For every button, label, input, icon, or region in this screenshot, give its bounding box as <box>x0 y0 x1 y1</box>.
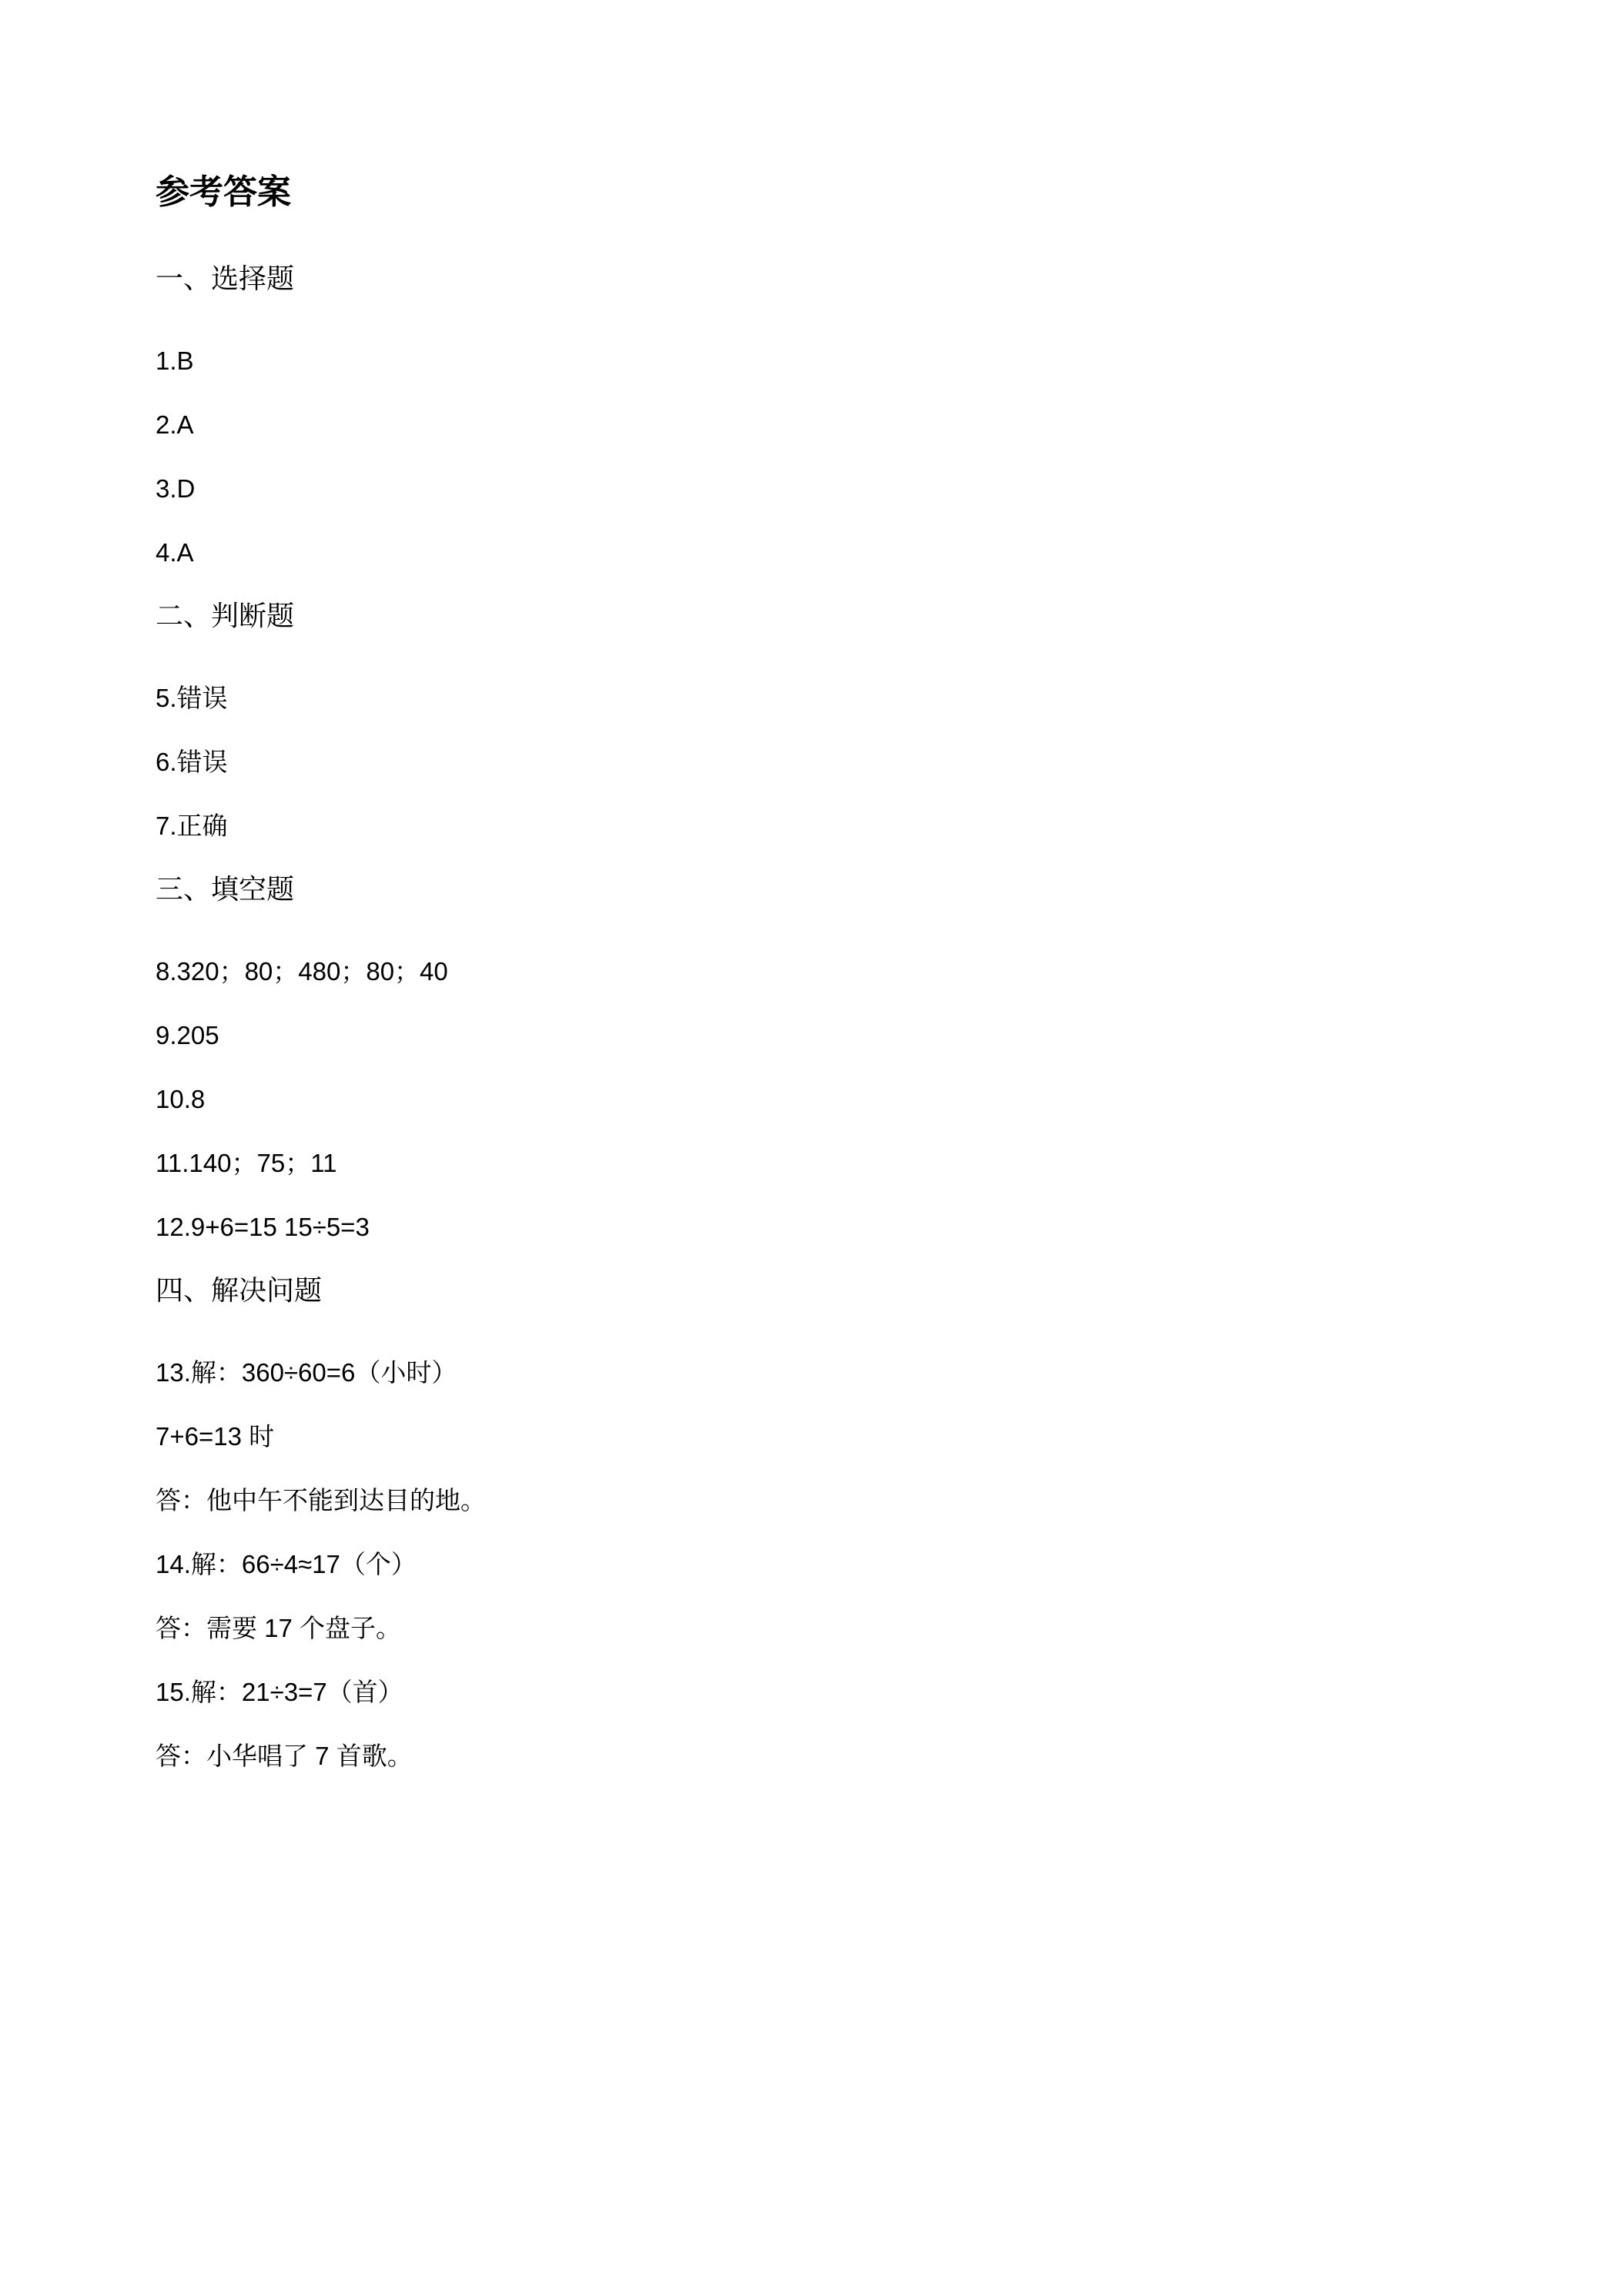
answer-line: 3.D <box>156 474 196 503</box>
answer-line: 1.B <box>156 346 194 375</box>
answer-line: 12.9+6=15 15÷5=3 <box>156 1213 370 1241</box>
answer-line: 4.A <box>156 538 194 567</box>
answer-line: 7.正确 <box>156 812 228 840</box>
answer-line: 答：需要 17 个盘子。 <box>156 1614 402 1642</box>
answer-line: 9.205 <box>156 1021 219 1049</box>
section-multiple-choice <box>156 260 1465 572</box>
answer-line: 13.解：360÷60=6（小时） <box>156 1358 457 1387</box>
answer-line: 7+6=13 时 <box>156 1422 275 1451</box>
section-fill-in-blanks <box>156 871 1465 1247</box>
section-heading: 三、填空题 <box>156 874 295 905</box>
answer-line: 11.140；75；11 <box>156 1149 337 1177</box>
section-problem-solving <box>156 1272 1465 1776</box>
answer-line: 2.A <box>156 410 194 439</box>
answer-line: 答：他中午不能到达目的地。 <box>156 1486 486 1514</box>
answer-key-content <box>156 169 1465 1776</box>
answer-line: 6.错误 <box>156 748 228 776</box>
section-heading: 一、选择题 <box>156 263 295 295</box>
answer-line: 答：小华唱了 7 首歌。 <box>156 1742 413 1770</box>
answer-line: 15.解：21÷3=7（首） <box>156 1678 403 1706</box>
section-heading: 四、解决问题 <box>156 1275 323 1307</box>
answer-line: 14.解：66÷4≈17（个） <box>156 1550 417 1578</box>
section-true-false <box>156 597 1465 845</box>
answer-line: 8.320；80；480；80；40 <box>156 957 448 986</box>
answer-line: 10.8 <box>156 1085 206 1113</box>
answer-line: 5.错误 <box>156 684 228 712</box>
page-title: 参考答案 <box>156 172 291 212</box>
section-heading: 二、判断题 <box>156 601 295 632</box>
